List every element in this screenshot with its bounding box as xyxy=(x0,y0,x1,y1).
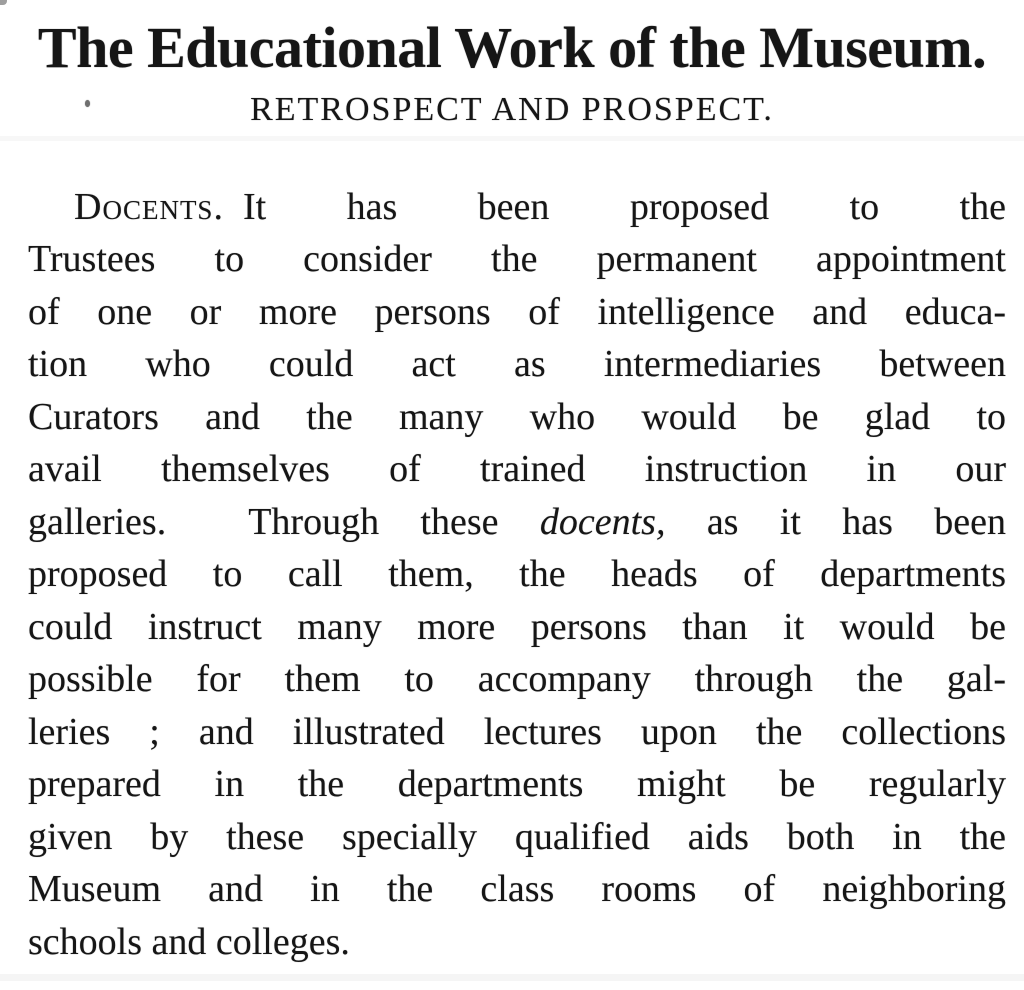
line-text: galleries. Through these xyxy=(28,500,499,543)
text-line xyxy=(28,496,1006,549)
text-line: prepared in the departments might be regularly xyxy=(28,763,1006,806)
text-line: leries ; and illustrated lectures upon the collections xyxy=(28,710,1006,753)
text-line: tion who could act as intermediaries between xyxy=(28,343,1006,386)
scan-noise-band xyxy=(0,136,1024,141)
scan-corner-artifact xyxy=(0,0,7,5)
docents-italic-word: docents, xyxy=(539,500,666,543)
page-title: The Educational Work of the Museum. xyxy=(37,15,987,80)
text-line: could instruct many more persons than it would be xyxy=(28,605,1006,648)
text-line: Trustees to consider the permanent appointment xyxy=(28,238,1006,281)
scan-noise-band xyxy=(0,974,1024,981)
text-line: proposed to call them, the heads of departments xyxy=(28,553,1006,596)
line-text: as it has been xyxy=(706,500,1007,543)
line-text: It has been proposed to the xyxy=(242,185,1006,228)
text-line: Curators and the many who would be glad to xyxy=(28,395,1006,438)
text-line: of one or more persons of intelligence and educa- xyxy=(28,290,1006,333)
article-body xyxy=(28,181,1006,969)
text-line: given by these specially qualified aids both in the xyxy=(28,815,1006,858)
text-line: avail themselves of trained instruction in our xyxy=(28,448,1006,491)
page-subtitle: RETROSPECT AND PROSPECT. xyxy=(250,90,774,128)
text-line: schools and colleges. xyxy=(28,920,350,963)
text-line: Museum and in the class rooms of neighboring xyxy=(28,868,1006,911)
docents-lead-word: Docents. xyxy=(74,185,224,228)
text-line: possible for them to accompany through the gal- xyxy=(28,658,1006,701)
ink-speck xyxy=(85,100,90,107)
text-line xyxy=(28,181,1006,234)
